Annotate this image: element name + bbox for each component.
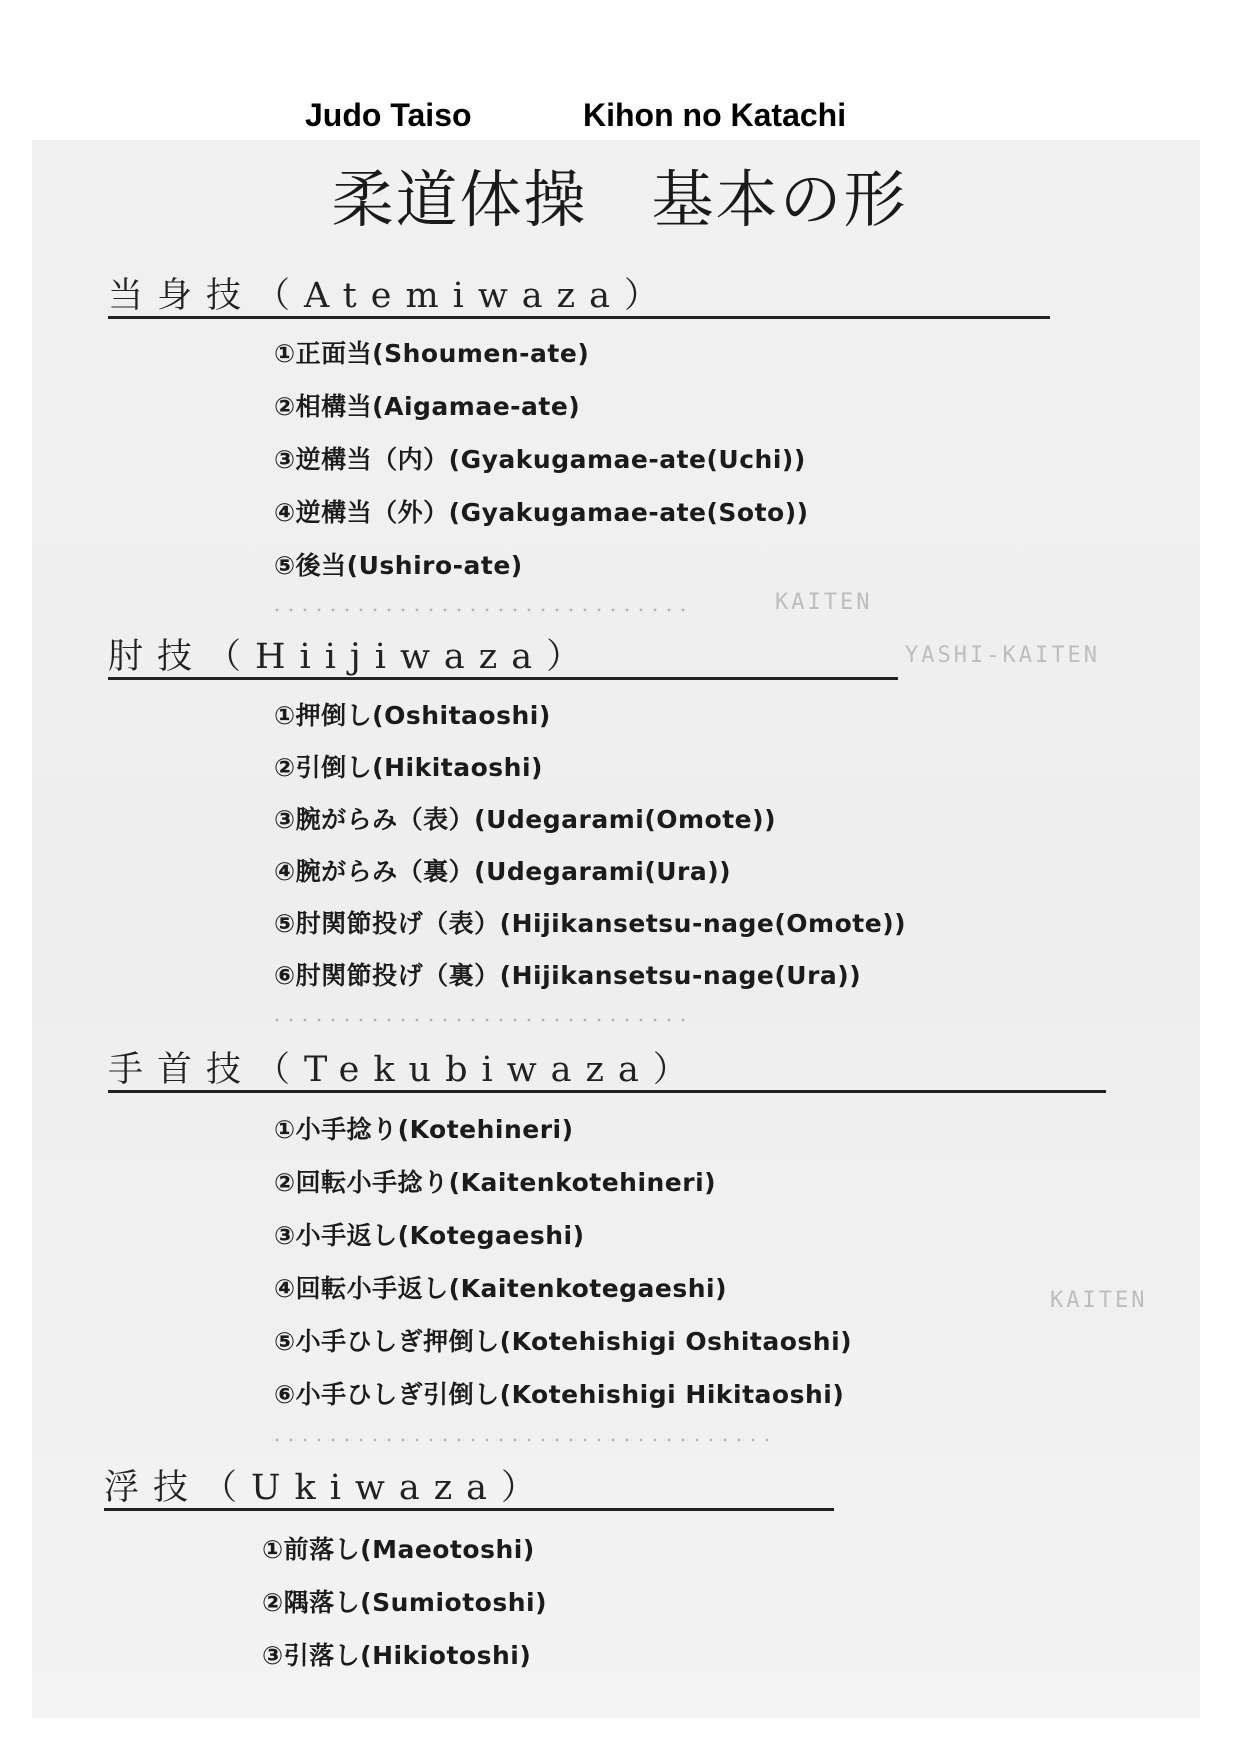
dotted-separator xyxy=(270,1016,690,1024)
list-item: ①押倒し(Oshitaoshi) xyxy=(274,701,551,730)
list-item: ③逆構当（内）(Gyakugamae-ate(Uchi)) xyxy=(274,445,806,474)
section-title-ukiwaza: 浮技（Ukiwaza） xyxy=(104,1468,834,1511)
dotted-separator xyxy=(270,1436,770,1444)
list-item: ③小手返し(Kotegaeshi) xyxy=(274,1221,585,1250)
list-item: ②隅落し(Sumiotoshi) xyxy=(262,1588,547,1617)
list-item: ⑥小手ひしぎ引倒し(Kotehishigi Hikitaoshi) xyxy=(274,1380,845,1409)
list-item: ①前落し(Maeotoshi) xyxy=(262,1535,535,1564)
ghost-text: YASHI-KAITEN xyxy=(905,643,1100,668)
ghost-text: KAITEN xyxy=(775,590,873,615)
ghost-text: KAITEN xyxy=(1050,1288,1148,1313)
list-item: ③腕がらみ（表）(Udegarami(Omote)) xyxy=(274,805,776,834)
list-item: ⑤小手ひしぎ押倒し(Kotehishigi Oshitaoshi) xyxy=(274,1327,853,1356)
section-title-atemiwaza: 当身技（Atemiwaza） xyxy=(108,276,1050,319)
list-item: ④回転小手返し(Kaitenkotegaeshi) xyxy=(274,1274,728,1303)
dotted-separator xyxy=(270,606,690,614)
section-title-hiijiwaza: 肘技（Hiijiwaza） xyxy=(108,637,898,680)
header-judo-taiso: Judo Taiso xyxy=(305,97,472,133)
page-title: 柔道体操 基本の形 xyxy=(331,163,908,236)
list-item: ⑤肘関節投げ（表）(Hijikansetsu-nage(Omote)) xyxy=(274,909,907,938)
list-item: ⑤後当(Ushiro-ate) xyxy=(274,551,523,580)
section-title-tekubiwaza: 手首技（Tekubiwaza） xyxy=(108,1050,1106,1093)
header-kihon-no-katachi: Kihon no Katachi xyxy=(583,97,847,133)
list-item: ②引倒し(Hikitaoshi) xyxy=(274,753,543,782)
list-item: ④逆構当（外）(Gyakugamae-ate(Soto)) xyxy=(274,498,809,527)
list-item: ①正面当(Shoumen-ate) xyxy=(274,339,590,368)
list-item: ①小手捻り(Kotehineri) xyxy=(274,1115,574,1144)
list-item: ④腕がらみ（裏）(Udegarami(Ura)) xyxy=(274,857,732,886)
list-item: ②相構当(Aigamae-ate) xyxy=(274,392,581,421)
list-item: ③引落し(Hikiotoshi) xyxy=(262,1641,532,1670)
list-item: ②回転小手捻り(Kaitenkotehineri) xyxy=(274,1168,717,1197)
list-item: ⑥肘関節投げ（裏）(Hijikansetsu-nage(Ura)) xyxy=(274,961,862,990)
